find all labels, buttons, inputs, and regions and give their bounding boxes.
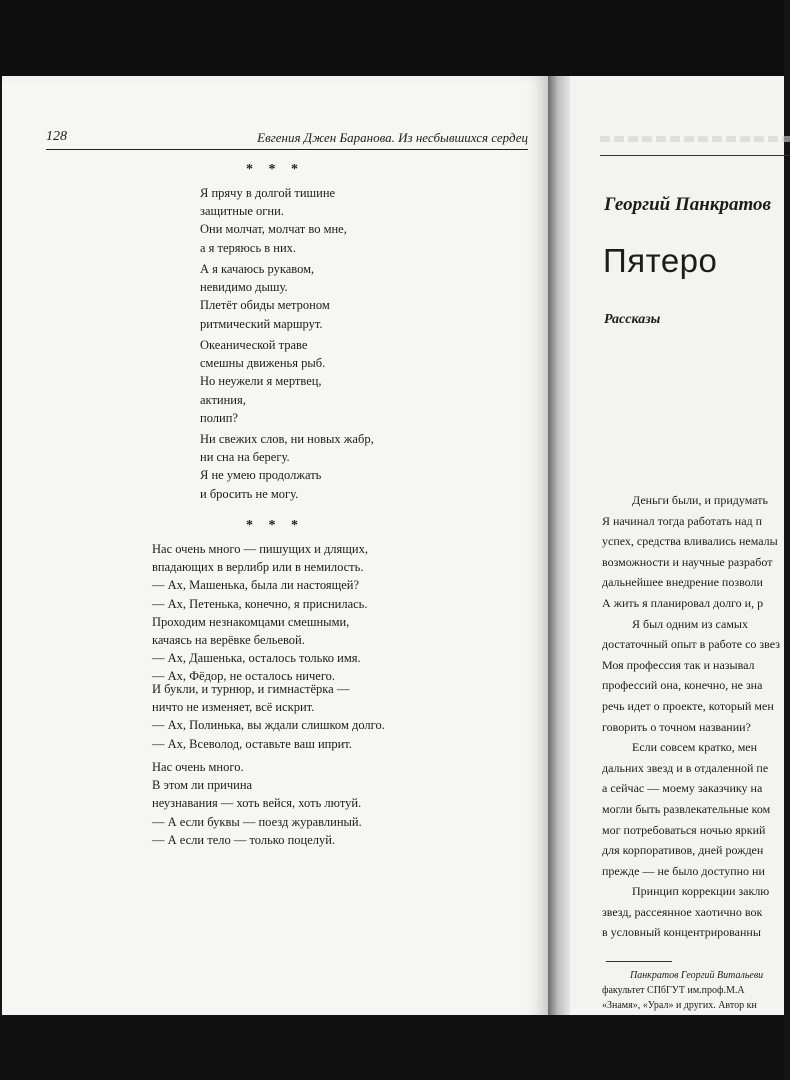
poem2-stanza1 bbox=[152, 540, 368, 686]
story-title: Пятеро bbox=[603, 242, 718, 279]
verse-line: а я теряюсь в них. bbox=[200, 240, 297, 255]
verse-line: Океанической траве bbox=[200, 338, 308, 352]
text-line: мог потребоваться ночью яркий bbox=[602, 822, 766, 837]
text-line: дальних звезд и в отдаленной пе bbox=[602, 760, 769, 775]
scan-background-bottom bbox=[0, 1015, 784, 1080]
verse-line: качаясь на верёвке бельевой. bbox=[152, 632, 305, 647]
text-line: а сейчас — моему заказчику на bbox=[602, 781, 763, 796]
poem2-stanza2 bbox=[152, 680, 385, 753]
text-line: Я был одним из самых bbox=[632, 616, 748, 631]
text-line: прежде — не было доступно ни bbox=[602, 863, 765, 878]
verse-line: Ни свежих слов, ни новых жабр, bbox=[200, 432, 374, 446]
verse-line: Нас очень много — пишущих и длящих, bbox=[152, 542, 368, 556]
verse-line: — Ах, Полинька, вы ждали слишком долго. bbox=[152, 718, 385, 733]
header-rule bbox=[600, 155, 790, 156]
running-head bbox=[46, 127, 528, 150]
text-line: для корпоративов, дней рожден bbox=[602, 843, 764, 858]
verse-line: — А если буквы — поезд журавлиный. bbox=[152, 814, 362, 829]
footnote-rule bbox=[606, 961, 672, 962]
poem-separator: * * * bbox=[246, 518, 304, 533]
text-line: Деньги были, и придумать bbox=[632, 493, 768, 507]
text-line: Если совсем кратко, мен bbox=[632, 740, 758, 755]
verse-line: — Ах, Машенька, была ли настоящей? bbox=[152, 578, 360, 593]
scan-background-top bbox=[0, 0, 784, 78]
poem1-stanza4 bbox=[200, 430, 374, 503]
text-line: речь идет о проекте, который мен bbox=[602, 698, 774, 713]
verse-line: смешны движенья рыб. bbox=[200, 356, 326, 371]
right-page bbox=[570, 76, 784, 1017]
verse-line: неузнавания — хоть вейся, хоть лютуй. bbox=[152, 796, 362, 811]
verse-line: Я не умею продолжать bbox=[200, 468, 322, 483]
verse-line: ритмический маршрут. bbox=[200, 316, 323, 331]
verse-line: Проходим незнакомцами смешными, bbox=[152, 614, 350, 629]
show-through-text bbox=[600, 136, 790, 142]
text-line: Моя профессия так и называл bbox=[602, 657, 755, 672]
book-gutter bbox=[548, 76, 570, 1017]
poem1-stanza1 bbox=[200, 184, 347, 257]
footnote-line: факультет СПбГУТ им.проф.М.А bbox=[602, 985, 745, 996]
verse-line: Плетёт обиды метроном bbox=[200, 298, 330, 313]
verse-line: Я прячу в долгой тишине bbox=[200, 186, 336, 200]
text-line: говорить о точном названии? bbox=[602, 719, 751, 734]
text-line: возможности и научные разработ bbox=[602, 554, 773, 569]
verse-line: — Ах, Петенька, конечно, я приснилась. bbox=[152, 596, 368, 611]
poem-separator: * * * bbox=[246, 162, 304, 177]
verse-line: и бросить не могу. bbox=[200, 486, 299, 501]
verse-line: Нас очень много. bbox=[152, 760, 244, 774]
verse-line: невидимо дышу. bbox=[200, 280, 288, 295]
poem2-stanza3 bbox=[152, 758, 362, 849]
verse-line: Но неужели я мертвец, bbox=[200, 374, 322, 389]
page-number: 128 bbox=[46, 129, 67, 144]
poem1-stanza3 bbox=[200, 336, 325, 427]
verse-line: — А если тело — только поцелуй. bbox=[152, 832, 336, 847]
text-line: Принцип коррекции заклю bbox=[632, 884, 770, 899]
text-line: достаточный опыт в работе со звез bbox=[602, 637, 780, 652]
left-page bbox=[2, 76, 548, 1017]
subtitle: Рассказы bbox=[604, 312, 661, 327]
verse-line: — Ах, Фёдор, не осталось ничего. bbox=[152, 669, 336, 684]
text-line: профессий она, конечно, не зна bbox=[602, 678, 763, 693]
verse-line: впадающих в верлибр или в немилость. bbox=[152, 560, 364, 575]
verse-line: защитные огни. bbox=[200, 204, 284, 219]
text-line: Я начинал тогда работать над п bbox=[602, 513, 763, 528]
text-line: успех, средства вливались немалы bbox=[602, 534, 778, 549]
verse-line: — Ах, Всеволод, оставьте ваш иприт. bbox=[152, 736, 352, 751]
verse-line: И букли, и турнюр, и гимнастёрка — bbox=[152, 682, 350, 696]
text-line: в условный концентрированны bbox=[602, 925, 761, 940]
text-line: могли быть развлекательные ком bbox=[602, 801, 771, 816]
verse-line: В этом ли причина bbox=[152, 778, 253, 793]
text-line: дальнейшее внедрение позволи bbox=[602, 575, 763, 590]
verse-line: ничто не изменяет, всё искрит. bbox=[152, 700, 315, 715]
verse-line: — Ах, Дашенька, осталось только имя. bbox=[152, 651, 361, 666]
verse-line: актиния, bbox=[200, 392, 246, 407]
verse-line: полип? bbox=[200, 410, 238, 425]
verse-line: Они молчат, молчат во мне, bbox=[200, 222, 347, 237]
poem1-stanza2 bbox=[200, 260, 330, 333]
author-name: Георгий Панкратов bbox=[604, 194, 771, 215]
running-title: Евгения Джен Баранова. Из несбывшихся сердец bbox=[257, 130, 528, 145]
footnote-line: «Знамя», «Урал» и других. Автор кн bbox=[602, 1000, 757, 1011]
story-text bbox=[602, 490, 780, 943]
text-line: А жить я планировал долго и, р bbox=[602, 595, 764, 610]
verse-line: А я качаюсь рукавом, bbox=[200, 262, 315, 276]
verse-line: ни сна на берегу. bbox=[200, 450, 290, 465]
footnote-line: Панкратов Георгий Витальеви bbox=[630, 970, 764, 981]
text-line: звезд, рассеянное хаотично вок bbox=[602, 904, 763, 919]
